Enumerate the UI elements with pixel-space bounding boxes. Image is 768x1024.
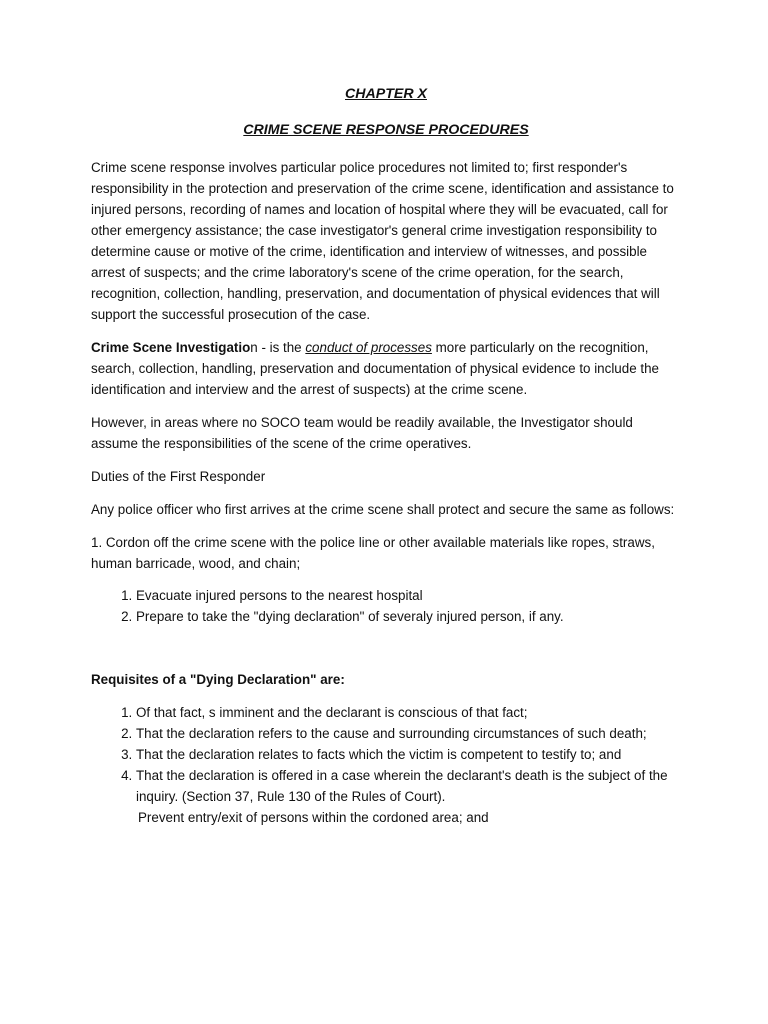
csi-emphasis: conduct of processes [305, 340, 432, 355]
any-officer-paragraph: Any police officer who first arrives at the crime scene shall protect and secure the same as follows: [91, 502, 675, 517]
duties-heading: Duties of the First Responder [91, 469, 266, 484]
list-item: 2. Prepare to take the "dying declaration" of severaly injured person, if any. [136, 606, 681, 627]
however-paragraph: However, in areas where no SOCO team would be readily available, the Investigator should assume the responsibilities of the scene of the crime operatives. [91, 415, 633, 451]
cordon-paragraph: 1. Cordon off the crime scene with the police line or other available materials like ropes, straws, human barricade, wood, and chain; [91, 535, 655, 571]
prevent-entry-paragraph: Prevent entry/exit of persons within the cordoned area; and [138, 810, 489, 825]
list-item: 2. That the declaration refers to the cause and surrounding circumstances of such death; [136, 723, 681, 744]
csi-term: Crime Scene Investigatio [91, 340, 251, 355]
list-item: 1. Of that fact, s imminent and the declarant is conscious of that fact; [136, 702, 681, 723]
list-item: 1. Evacuate injured persons to the nearest hospital [136, 585, 681, 606]
csi-rest: more particularly on the recognition, search, collection, handling, preservation and documentation of physical evidence to include the identification and interview and the arrest of suspects) at the crime scene. [91, 340, 659, 397]
chapter-heading: CHAPTER X [345, 86, 427, 102]
csi-definition-paragraph [91, 337, 681, 400]
document-title: CRIME SCENE RESPONSE PROCEDURES [243, 122, 529, 138]
list-item: 3. That the declaration relates to facts which the victim is competent to testify to; and [136, 744, 681, 765]
requisites-heading: Requisites of a "Dying Declaration" are: [91, 672, 345, 687]
intro-paragraph: Crime scene response involves particular police procedures not limited to; first responder's responsibility in the protection and preservation of the crime scene, identification and assistance to injured persons, recording of names and location of hospital where they will be evacuated, call for other emergency assistance; the case investigator's general crime investigation responsibility to determine cause or motive of the crime, identification and interview of witnesses, and possible arrest of suspects; and the crime laboratory's scene of the crime operation, for the search, recognition, collection, handling, preservation, and documentation of physical evidences that will support the successful prosecution of the case. [91, 160, 674, 322]
csi-term-rest: n [250, 340, 258, 355]
list-item: 4. That the declaration is offered in a case wherein the declarant's death is the subject of the inquiry. (Section 37, Rule 130 of the Rules of Court). [136, 765, 681, 807]
document-page [91, 84, 681, 828]
first-responder-list [91, 585, 681, 627]
requisites-list [91, 702, 681, 807]
csi-dash: - is the [257, 340, 306, 355]
